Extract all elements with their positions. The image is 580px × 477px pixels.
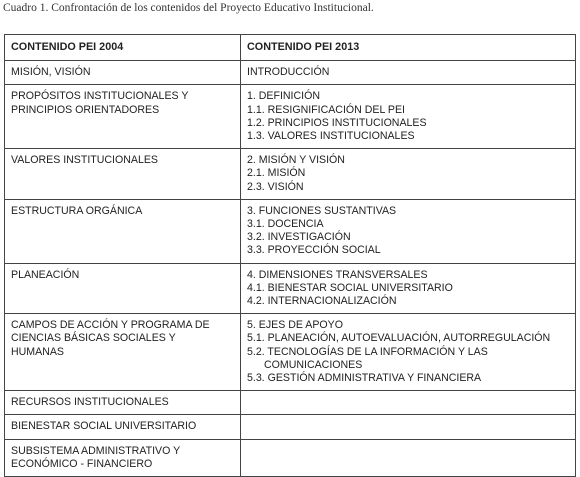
table-row [5, 199, 576, 263]
comparison-table [4, 34, 576, 477]
cell-line: BIENESTAR SOCIAL UNIVERSITARIO [11, 420, 197, 433]
cell-pei-2004 [5, 439, 241, 476]
table-row [5, 149, 576, 200]
table-header-row [5, 35, 576, 61]
cell-pei-2013 [241, 85, 576, 149]
cell-line: 1.1. RESIGNIFICACIÓN DEL PEI [247, 103, 405, 116]
cell-pei-2004 [5, 199, 241, 263]
cell-line: INTRODUCCIÓN [247, 66, 330, 79]
cell-line: 5.2. TECNOLOGÍAS DE LA INFORMACIÓN Y LAS [247, 345, 488, 358]
cell-line: MISIÓN, VISIÓN [11, 66, 91, 79]
cell-line: ECONÓMICO - FINANCIERO [11, 457, 153, 470]
cell-line: PLANEACIÓN [11, 268, 80, 281]
cell-line: 2. MISIÓN Y VISIÓN [247, 154, 345, 167]
cell-pei-2013 [241, 199, 576, 263]
cell-pei-2004 [5, 415, 241, 439]
cell-line: 1. DEFINICIÓN [247, 90, 320, 103]
cell-line: HUMANAS [11, 345, 64, 358]
cell-line: 5. EJES DE APOYO [247, 319, 343, 332]
table-row [5, 314, 576, 391]
cell-line: 2.3. VISIÓN [247, 180, 304, 193]
cell-pei-2004 [5, 85, 241, 149]
table-row [5, 391, 576, 415]
cell-empty [241, 439, 576, 476]
cell-line: COMUNICACIONES [264, 358, 363, 371]
cell-line: 3. FUNCIONES SUSTANTIVAS [247, 204, 397, 217]
cell-line: 1.2. PRINCIPIOS INSTITUCIONALES [247, 116, 427, 129]
table-row [5, 263, 576, 314]
column-header-pei-2004: CONTENIDO PEI 2004 [5, 35, 241, 61]
cell-pei-2013 [241, 61, 576, 85]
cell-line: 5.1. PLANEACIÓN, AUTOEVALUACIÓN, AUTORREGULACIÓN [247, 332, 551, 345]
cell-line: RECURSOS INSTITUCIONALES [11, 396, 169, 409]
column-header-pei-2013: CONTENIDO PEI 2013 [241, 35, 576, 61]
cell-line: 1.3. VALORES INSTITUCIONALES [247, 130, 415, 143]
cell-pei-2004 [5, 391, 241, 415]
cell-pei-2004 [5, 149, 241, 200]
cell-line: 4.1. BIENESTAR SOCIAL UNIVERSITARIO [247, 281, 453, 294]
cell-line: 4. DIMENSIONES TRANSVERSALES [247, 268, 428, 281]
cell-line: PRINCIPIOS ORIENTADORES [11, 103, 160, 116]
cell-empty [241, 415, 576, 439]
cell-line: 4.2. INTERNACIONALIZACIÓN [247, 295, 397, 308]
table-row [5, 85, 576, 149]
cell-pei-2013 [241, 149, 576, 200]
table-caption: Cuadro 1. Confrontación de los contenidos del Proyecto Educativo Institucional. [3, 2, 374, 14]
cell-line: 3.2. INVESTIGACIÓN [247, 231, 351, 244]
cell-pei-2004 [5, 263, 241, 314]
cell-line: 2.1. MISIÓN [247, 167, 306, 180]
cell-pei-2004 [5, 314, 241, 391]
cell-line: CAMPOS DE ACCIÓN Y PROGRAMA DE [11, 319, 210, 332]
cell-line: PROPÓSITOS INSTITUCIONALES Y [11, 90, 189, 103]
cell-line: 3.3. PROYECCIÓN SOCIAL [247, 244, 381, 257]
cell-line: 3.1. DOCENCIA [247, 218, 324, 231]
cell-pei-2013 [241, 263, 576, 314]
cell-pei-2013 [241, 314, 576, 391]
cell-pei-2004 [5, 61, 241, 85]
table-row [5, 439, 576, 476]
table-row [5, 61, 576, 85]
cell-line: 5.3. GESTIÓN ADMINISTRATIVA Y FINANCIERA [247, 372, 482, 385]
cell-line: SUBSISTEMA ADMINISTRATIVO Y [11, 444, 181, 457]
table-row [5, 415, 576, 439]
cell-empty [241, 391, 576, 415]
cell-line: VALORES INSTITUCIONALES [11, 154, 158, 167]
cell-line: CIENCIAS BÁSICAS SOCIALES Y [11, 332, 176, 345]
cell-line: ESTRUCTURA ORGÁNICA [11, 204, 143, 217]
